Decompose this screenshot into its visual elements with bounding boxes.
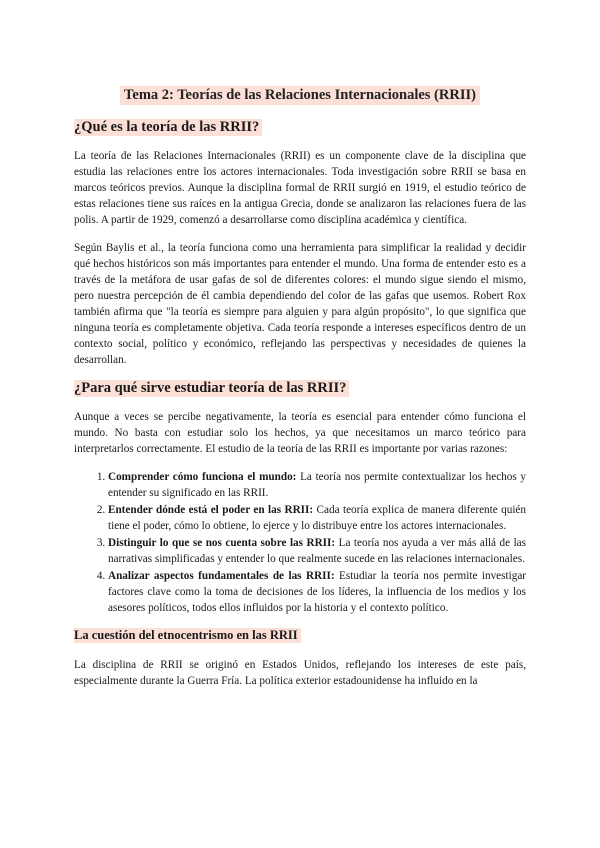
list-item-bold: Entender dónde está el poder en las RRII:	[108, 504, 314, 516]
heading-text: ¿Qué es la teoría de las RRII?	[74, 119, 262, 136]
heading-text: La cuestión del etnocentrismo en las RRII	[74, 628, 301, 643]
paragraph-origen-eeuu: La disciplina de RRII se originó en Estados Unidos, reflejando los intereses de este país, especialmente durante la Guerra Fría. La política exterior estadounidense ha influido en la	[74, 659, 526, 687]
paragraph-definicion: La teoría de las Relaciones Internacionales (RRII) es un componente clave de la disciplina que estudia las relaciones entre los actores internacionales. Toda investigación sobre RRII se basa en marcos teóricos previos. Aunque la disciplina formal de RRII surgió en 1919, el estudio teórico de estas relaciones tiene sus raíces en la antigua Grecia, donde se analizaron las relaciones fuera de las polis. A partir de 1929, comenzó a desarrollarse como disciplina académica y científica.	[74, 150, 526, 226]
list-item-bold: Distinguir lo que se nos cuenta sobre las RRII:	[108, 537, 336, 549]
list-item	[108, 535, 526, 567]
list-item-bold: Comprender cómo funciona el mundo:	[108, 471, 297, 483]
list-item	[108, 469, 526, 501]
reasons-list	[74, 469, 526, 616]
list-item	[108, 568, 526, 616]
list-item-text: Estudiar la teoría nos permite investigar factores clave como la toma de decisiones de los líderes, la influencia de los medios y los asesores políticos, todos ellos influidos por la historia y el contexto político.	[108, 570, 527, 614]
heading-que-es-teoria	[74, 119, 526, 136]
paragraph-baylis: Según Baylis et al., la teoría funciona como una herramienta para simplificar la realidad y decidir qué hechos históricos son más importantes para entender el mundo. Una forma de entender esto es a través de la metáfora de usar gafas de sol de diferentes colores: el mundo sigue siendo el mismo, pero nuestra percepción de él cambia dependiendo del color de las gafas que usemos. Robert Rox también afirma que "la teoría es siempre para alguien y para algún propósito", lo que significa que ninguna teoría es completamente objetiva. Cada teoría responde a intereses específicos dentro de un contexto social, político y económico, reflejando las perspectivas y necesidades de quienes la desarrollan.	[74, 242, 526, 366]
list-item	[108, 502, 526, 534]
paragraph-intro-razones: Aunque a veces se percibe negativamente, la teoría es esencial para entender cómo funciona el mundo. No basta con estudiar solo los hechos, ya que necesitamos un marco teórico para interpretarlos correctamente. El estudio de la teoría de las RRII es importante por varias razones:	[74, 411, 526, 455]
document-title: Tema 2: Teorías de las Relaciones Internacionales (RRII)	[120, 86, 480, 105]
heading-text: ¿Para qué sirve estudiar teoría de las RRII?	[74, 380, 349, 397]
title-row	[74, 86, 526, 105]
list-item-text: La teoría nos permite contextualizar los hechos y entender su significado en las RRII.	[108, 471, 526, 499]
list-item-text: La teoría nos ayuda a ver más allá de las narrativas simplificadas y entender lo que realmente sucede en las relaciones internacionales.	[108, 537, 527, 565]
list-item-text: Cada teoría explica de manera diferente quién tiene el poder, cómo lo obtiene, lo ejerce y lo distribuye entre los actores internacionales.	[108, 504, 526, 532]
heading-para-que-sirve	[74, 380, 526, 397]
list-item-bold: Analizar aspectos fundamentales de las RRII:	[108, 570, 335, 582]
heading-etnocentrismo	[74, 628, 526, 643]
